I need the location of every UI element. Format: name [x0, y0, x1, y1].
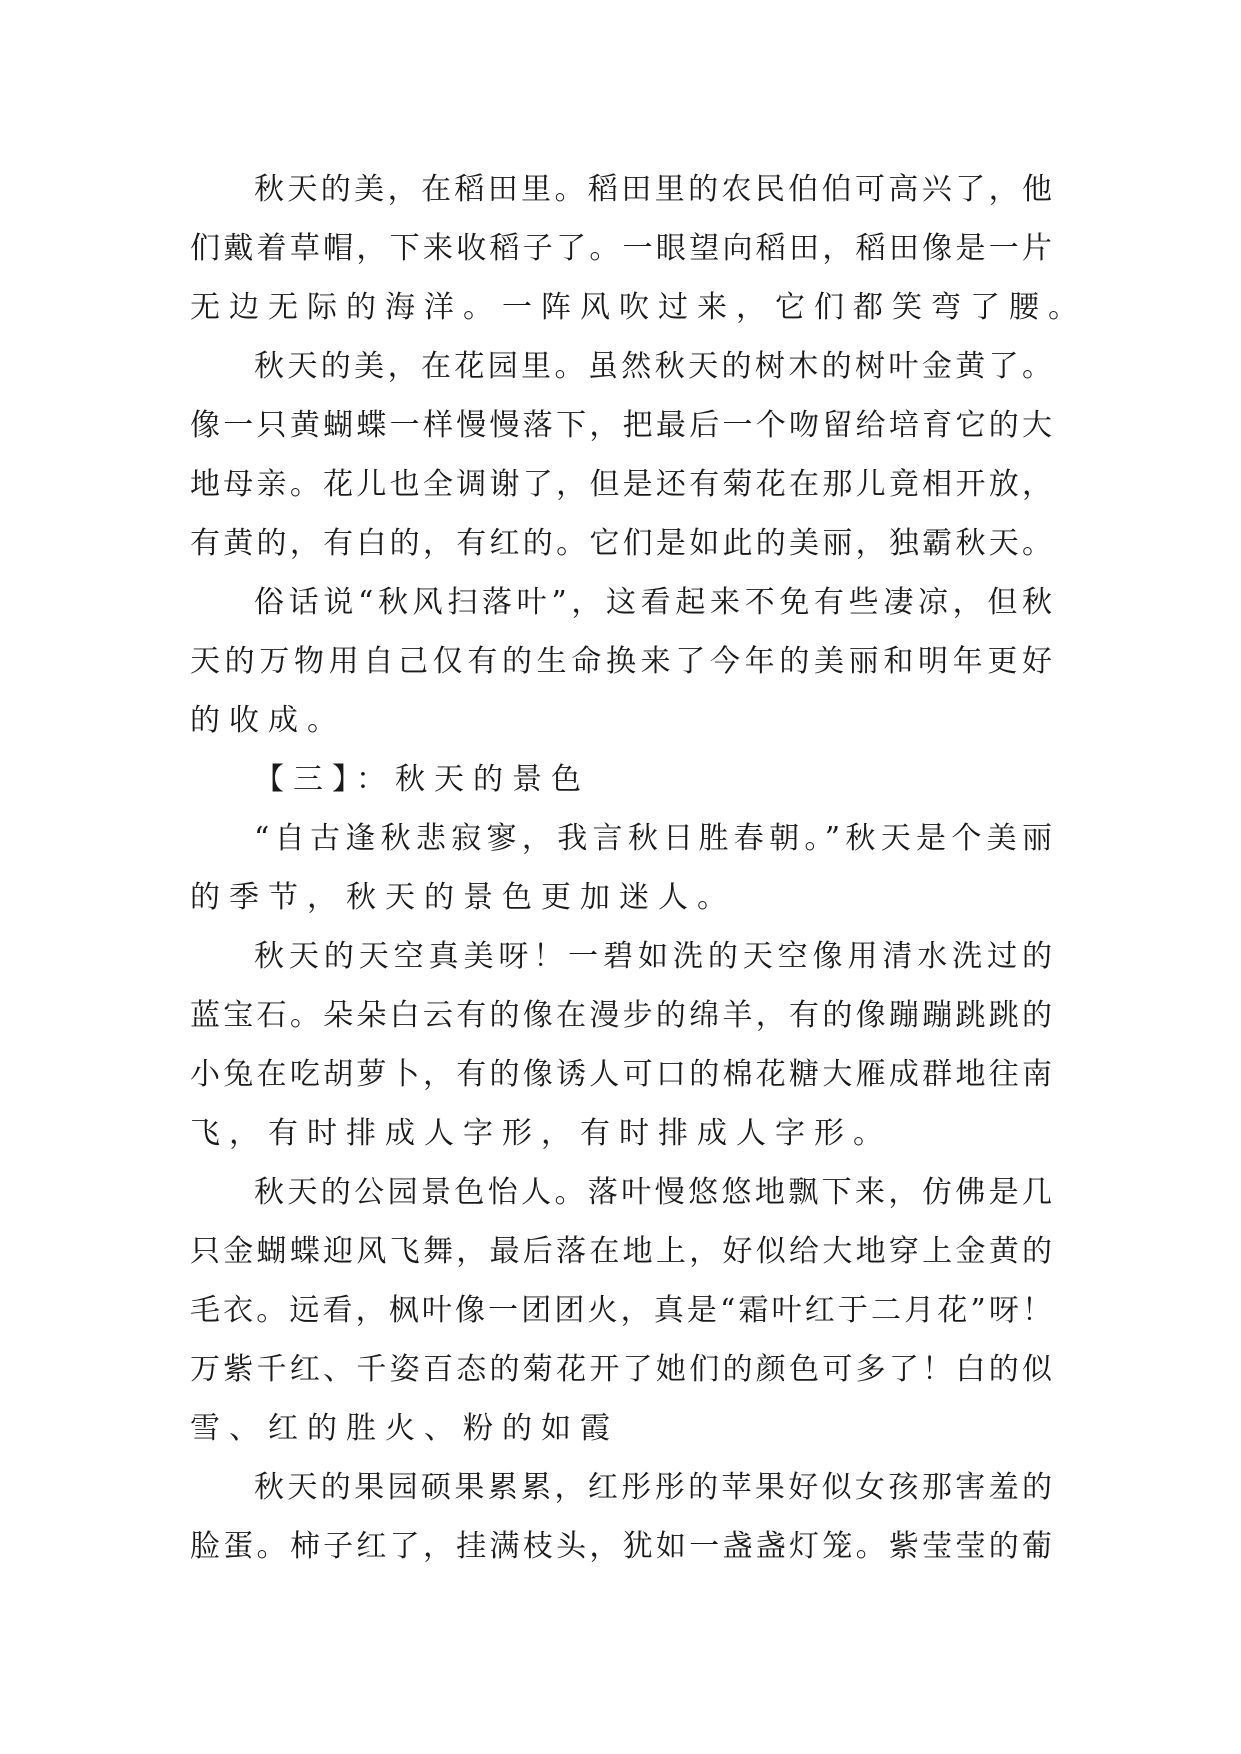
paragraph-line: 万紫千红、千姿百态的菊花开了她们的颜色可多了！白的似: [190, 1352, 1052, 1387]
paragraph-line: 雪、红的胜火、粉的如霞: [190, 1411, 619, 1446]
section-heading: 【三】：秋天的景色: [254, 762, 590, 797]
paragraph-line: “自古逢秋悲寂寥，我言秋日胜春朝。”秋天是个美丽: [254, 821, 1052, 856]
document-body: [190, 160, 1087, 1576]
paragraph-line: 只金蝴蝶迎风飞舞，最后落在地上，好似给大地穿上金黄的: [190, 1234, 1052, 1269]
paragraph-line: 毛衣。远看，枫叶像一团团火，真是“霜叶红于二月花”呀！: [190, 1293, 1052, 1328]
paragraph-line: 秋天的果园硕果累累，红彤彤的苹果好似女孩那害羞的: [254, 1470, 1052, 1505]
paragraph-line: 有黄的，有白的，有红的。它们是如此的美丽，独霸秋天。: [190, 526, 1052, 561]
paragraph-line: 俗话说“秋风扫落叶”，这看起来不免有些凄凉，但秋: [254, 585, 1052, 620]
paragraph-line: 小兔在吃胡萝卜，有的像诱人可口的棉花糖大雁成群地往南: [190, 1057, 1052, 1092]
paragraph-line: 蓝宝石。朵朵白云有的像在漫步的绵羊，有的像蹦蹦跳跳的: [190, 998, 1052, 1033]
paragraph-line: 天的万物用自己仅有的生命换来了今年的美丽和明年更好: [190, 644, 1052, 679]
paragraph-line: 秋天的美，在花园里。虽然秋天的树木的树叶金黄了。: [254, 349, 1052, 384]
paragraph-line: 秋天的天空真美呀！一碧如洗的天空像用清水洗过的: [254, 939, 1052, 974]
paragraph-line: 飞，有时排成人字形，有时排成人字形。: [190, 1116, 892, 1151]
paragraph-line: 脸蛋。柿子红了，挂满枝头，犹如一盏盏灯笼。紫莹莹的葡: [190, 1529, 1052, 1564]
paragraph-line: 们戴着草帽，下来收稻子了。一眼望向稻田，稻田像是一片: [190, 231, 1052, 266]
paragraph-line: 秋天的公园景色怡人。落叶慢悠悠地飘下来，仿佛是几: [254, 1175, 1052, 1210]
paragraph-line: 无边无际的海洋。一阵风吹过来，它们都笑弯了腰。: [190, 290, 1087, 325]
paragraph-line: 秋天的美，在稻田里。稻田里的农民伯伯可高兴了，他: [254, 172, 1052, 207]
paragraph-line: 的收成。: [190, 703, 346, 738]
paragraph-line: 的季节，秋天的景色更加迷人。: [190, 880, 736, 915]
paragraph-line: 地母亲。花儿也全调谢了，但是还有菊花在那儿竟相开放，: [190, 467, 1052, 502]
paragraph-line: 像一只黄蝴蝶一样慢慢落下，把最后一个吻留给培育它的大: [190, 408, 1052, 443]
